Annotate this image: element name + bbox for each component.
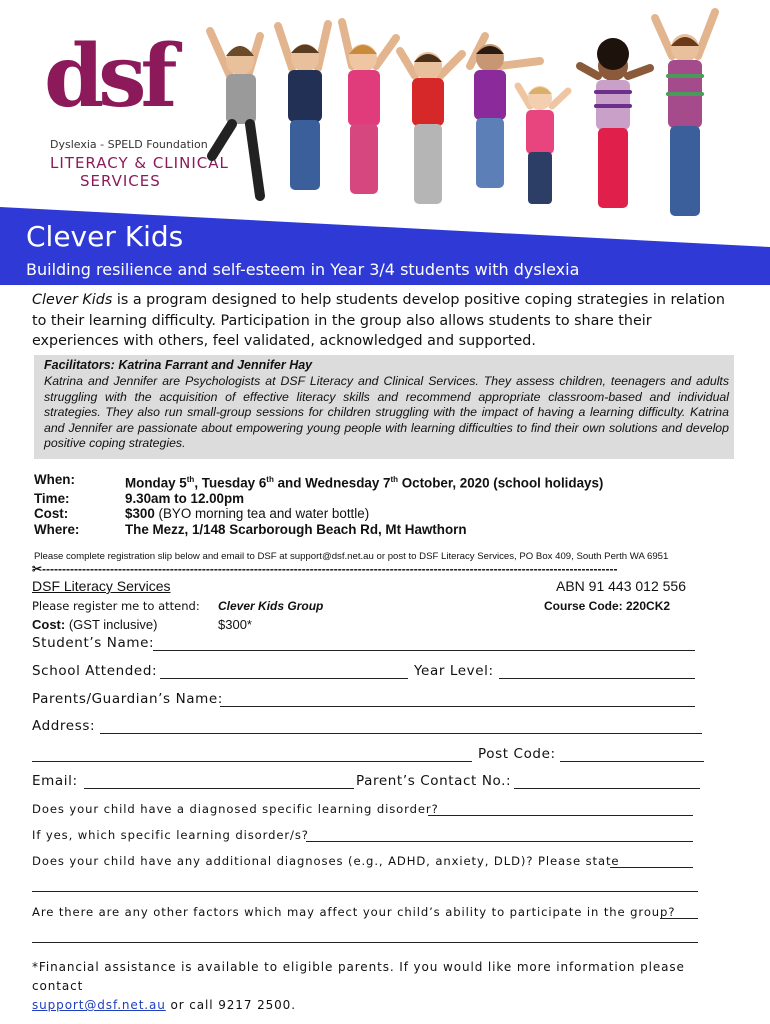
parents-name-field[interactable] — [220, 706, 695, 707]
address-line-2-field[interactable] — [32, 761, 472, 762]
slip-price: $300* — [218, 617, 252, 632]
cost-value: $300 (BYO morning tea and water bottle) — [125, 506, 370, 522]
which-disorder-field[interactable] — [306, 841, 693, 842]
question-other-factors: Are there are any other factors which may affect your child’s ability to participate in the group? — [32, 905, 676, 919]
logo-line-3: SERVICES — [80, 172, 161, 190]
facilitators-body: Katrina and Jennifer are Psychologists at DSF Literacy and Clinical Services. They assess children, teenagers and adults struggling with the acquisition of effective literacy skills and recommend appropriate classroom-based and individual strategies. They also run small-group sessions for children struggling with the impact of having a learning difficulty. Katrina and Jennifer are passionate about empowering young people with learning difficulties to find their own solutions and develop positive coping strategies. — [44, 374, 729, 450]
parent-contact-field[interactable] — [514, 788, 700, 789]
question-which-disorder: If yes, which specific learning disorder/s? — [32, 828, 309, 842]
where-label: Where: — [34, 521, 80, 537]
intro-text: is a program designed to help students develop positive coping strategies in relation to their learning difficulty. Participation in the group also allows students to share their experiences with others, feel validated, acknowledged and supported. — [32, 292, 725, 349]
program-subtitle: Building resilience and self-esteem in Year 3/4 students with dyslexia — [26, 260, 580, 279]
slip-abn: ABN 91 443 012 556 — [556, 578, 686, 594]
email-field[interactable] — [84, 788, 354, 789]
logo-line-2: LITERACY & CLINICAL — [50, 154, 229, 172]
program-title: Clever Kids — [26, 220, 184, 253]
detail-where — [34, 522, 603, 538]
parent-contact-label: Parent’s Contact No.: — [356, 773, 512, 789]
address-field[interactable] — [100, 733, 702, 734]
financial-assistance-note: *Financial assistance is available to eligible parents. If you would like more information please contact support@dsf.net.au or call 9217 2500. — [32, 960, 685, 1012]
register-label: Please register me to attend: — [32, 599, 200, 613]
question-additional-diagnoses: Does your child have any additional diagnoses (e.g., ADHD, anxiety, DLD)? Please state — [32, 854, 620, 868]
logo-foundation-name: Dyslexia - SPELD Foundation — [50, 138, 208, 151]
time-value: 9.30am to 12.00pm — [125, 490, 245, 506]
detail-cost — [34, 506, 603, 522]
other-factors-field[interactable] — [660, 918, 698, 919]
post-code-label: Post Code: — [478, 746, 556, 762]
question-diagnosed: Does your child have a diagnosed specific learning disorder? — [32, 802, 439, 816]
detail-when — [34, 472, 603, 491]
slip-organisation: DSF Literacy Services — [32, 578, 171, 594]
student-name-field[interactable] — [153, 650, 695, 651]
parents-name-label: Parents/Guardian’s Name: — [32, 691, 223, 707]
email-label: Email: — [32, 773, 78, 789]
when-value: Monday 5th, Tuesday 6th and Wednesday 7th October, 2020 (school holidays) — [125, 475, 604, 491]
address-label: Address: — [32, 718, 96, 734]
school-field[interactable] — [160, 678, 408, 679]
support-email-link[interactable]: support@dsf.net.au — [32, 998, 166, 1012]
logo-wordmark: dsf — [44, 26, 172, 127]
diagnosed-field[interactable] — [428, 815, 693, 816]
facilitators-heading: Facilitators: Katrina Farrant and Jennifer Hay — [44, 358, 313, 372]
slip-cost: Cost: (GST inclusive) — [32, 617, 158, 632]
cut-line: ✂------------------------------------------------------------------------------------------------------------------------------------------------ — [32, 562, 618, 576]
dsf-logo — [44, 26, 229, 194]
intro-paragraph — [32, 290, 742, 352]
additional-diagnoses-field[interactable] — [610, 867, 693, 868]
student-name-label: Student’s Name: — [32, 635, 155, 651]
course-code: Course Code: 220CK2 — [544, 599, 671, 613]
time-label: Time: — [34, 490, 70, 506]
year-level-label: Year Level: — [414, 663, 494, 679]
year-level-field[interactable] — [499, 678, 695, 679]
jumping-kids-photo — [200, 6, 760, 226]
registration-note: Please complete registration slip below and email to DSF at support@dsf.net.au or post to DSF Literacy Services, PO Box 409, South Perth WA 6951 — [34, 551, 669, 562]
other-factors-line-2[interactable] — [32, 942, 698, 943]
post-code-field[interactable] — [560, 761, 704, 762]
intro-program-name: Clever Kids — [32, 292, 113, 308]
additional-diagnoses-line-2[interactable] — [32, 891, 698, 892]
event-details — [34, 472, 603, 537]
school-label: School Attended: — [32, 663, 158, 679]
when-label: When: — [34, 472, 75, 487]
where-value: The Mezz, 1/148 Scarborough Beach Rd, Mt Hawthorn — [125, 521, 467, 537]
detail-time — [34, 491, 603, 507]
cost-label: Cost: — [34, 506, 69, 522]
group-name: Clever Kids Group — [218, 599, 324, 613]
